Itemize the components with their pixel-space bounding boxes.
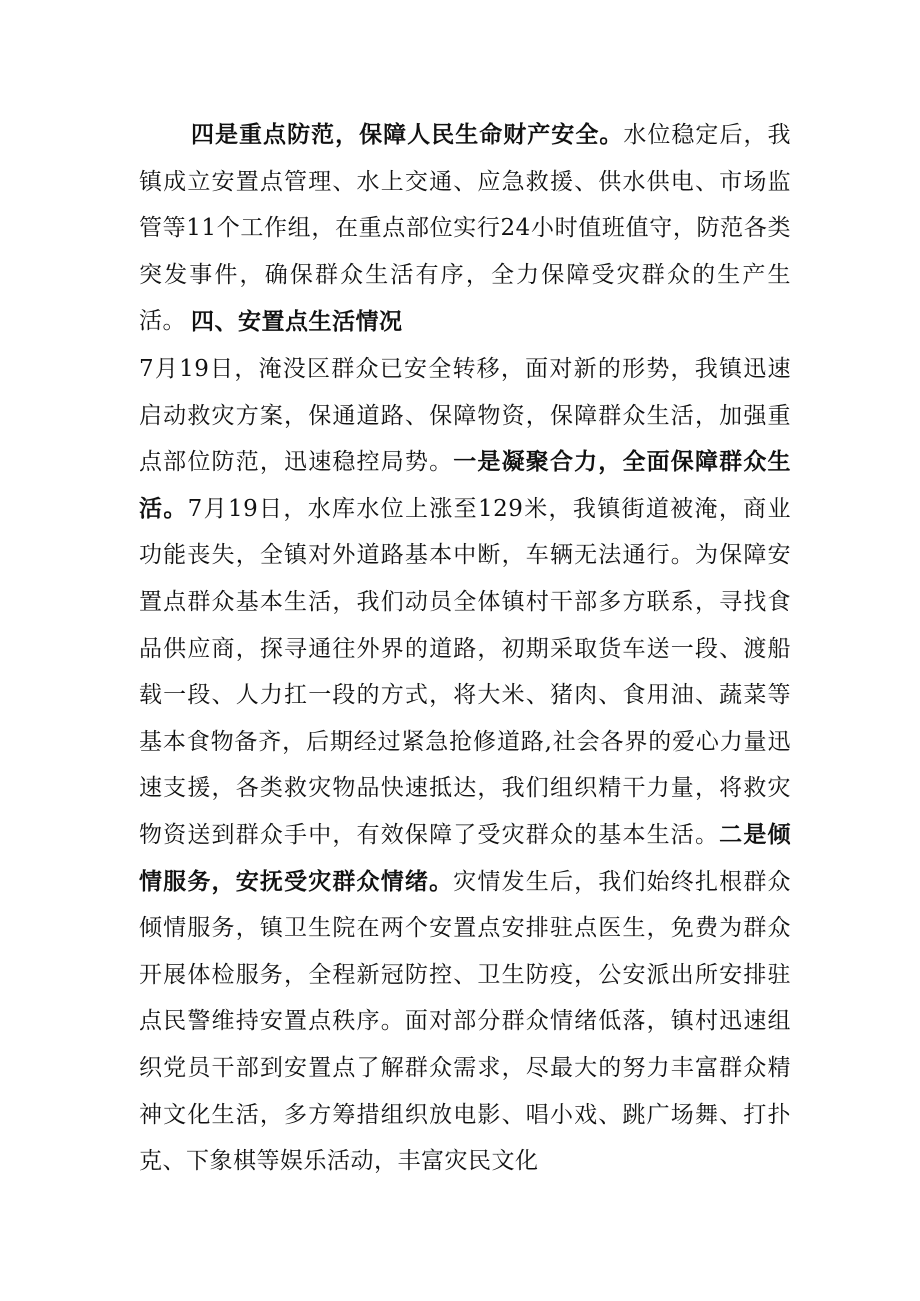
section-heading: 四、安置点生活情况 xyxy=(191,309,403,335)
paragraph-body-3: 灾情发生后，我们始终扎根群众倾情服务，镇卫生院在两个安置点安排驻点医生，免费为群众开展体检服务，全程新冠防控、卫生防疫，公安派出所安排驻点民警维持安置点秩序。面对部分群众情绪低落，镇村迅速组织党员干部到安置点了解群众需求，尽最大的努力丰富群众精神文化生活，多方筹措组织放电影、唱小戏、跳广场舞、打扑克、下象棋等娱乐活动，丰富灾民文化 xyxy=(139,868,792,1175)
paragraph-bold-2: 二是倾情服务，安抚受灾群众情绪。 xyxy=(139,821,792,895)
paragraph-body-1: 7月19日，淹没区群众已安全转移，面对新的形势，我镇迅速启动救灾方案，保通道路、保障物资，保障群众生活，加强重点部位防范，迅速稳控局势。 xyxy=(139,356,791,476)
paragraph-body-2: 7月19日，水库水位上涨至129米，我镇街道被淹，商业功能丧失，全镇对外道路基本中断，车辆无法通行。为保障安置点群众基本生活，我们动员全体镇村干部多方联系，寻找食品供应商，探寻通往外界的道路，初期采取货车送一段、渡船载一段、人力扛一段的方式，将大米、猪肉、食用油、蔬菜等基本食物备齐，后期经过紧急抢修道路,社会各界的爱心力量迅速支援，各类救灾物品快速抵达，我们组织精干力量，将救灾物资送到群众手中，有效保障了受灾群众的基本生活。 xyxy=(139,495,791,848)
paragraph-bold-1: 一是凝聚合力，全面保障群众生活。 xyxy=(139,449,792,522)
paragraph-body: 水位稳定后，我镇成立安置点管理、水上交通、应急救援、供水供电、市场监管等11个工作组，在重点部位实行24小时值班值守，防范各类突发事件，确保群众生活有序，全力保障受灾群众的生产生活。 xyxy=(139,122,792,335)
paragraph-lead-bold: 四是重点防范，保障人民生命财产安全。 xyxy=(191,122,624,148)
paragraph-resettlement-life xyxy=(139,346,791,1185)
